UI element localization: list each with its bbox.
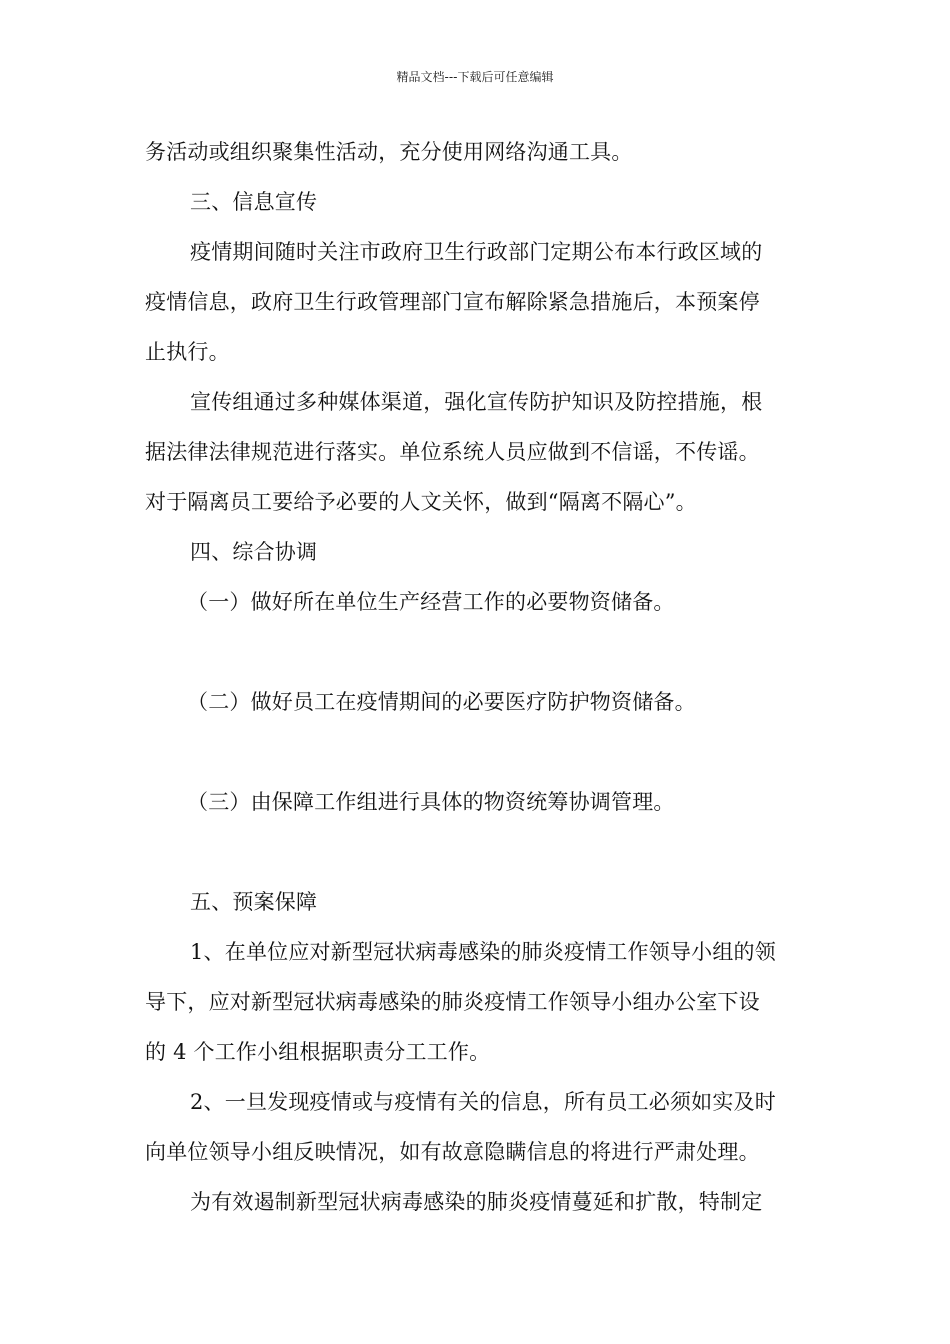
body-line: 疫情期间随时关注市政府卫生行政部门定期公布本行政区域的 xyxy=(190,240,763,264)
section-heading: 五、预案保障 xyxy=(190,890,318,914)
list-item: （二）做好员工在疫情期间的必要医疗防护物资储备。 xyxy=(187,690,696,714)
list-item: （一）做好所在单位生产经营工作的必要物资储备。 xyxy=(187,590,675,614)
body-line: 2、一旦发现疫情或与疫情有关的信息，所有员工必须如实及时 xyxy=(190,1090,776,1114)
body-line: 据法律法律规范进行落实。单位系统人员应做到不信谣，不传谣。 xyxy=(145,440,760,464)
body-line: 导下，应对新型冠状病毒感染的肺炎疫情工作领导小组办公室下设 xyxy=(145,990,760,1014)
section-heading: 四、综合协调 xyxy=(190,540,318,564)
body-line: 对于隔离员工要给予必要的人文关怀，做到“隔离不隔心”。 xyxy=(145,490,697,514)
body-line: 1、在单位应对新型冠状病毒感染的肺炎疫情工作领导小组的领 xyxy=(190,940,776,964)
list-item: （三）由保障工作组进行具体的物资统筹协调管理。 xyxy=(187,790,675,814)
body-line: 务活动或组织聚集性活动，充分使用网络沟通工具。 xyxy=(145,140,633,164)
body-line: 止执行。 xyxy=(145,340,230,364)
body-line: 疫情信息，政府卫生行政管理部门宣布解除紧急措施后，本预案停 xyxy=(145,290,760,314)
body-line: 向单位领导小组反映情况，如有故意隐瞒信息的将进行严肃处理。 xyxy=(145,1140,760,1164)
body-line: 为有效遏制新型冠状病毒感染的肺炎疫情蔓延和扩散，特制定 xyxy=(190,1190,763,1214)
section-heading: 三、信息宣传 xyxy=(190,190,318,214)
body-line: 的 4 个工作小组根据职责分工工作。 xyxy=(145,1040,491,1064)
body-line: 宣传组通过多种媒体渠道，强化宣传防护知识及防控措施，根 xyxy=(190,390,763,414)
page-header: 精品文档---下载后可任意编辑 xyxy=(396,70,554,84)
